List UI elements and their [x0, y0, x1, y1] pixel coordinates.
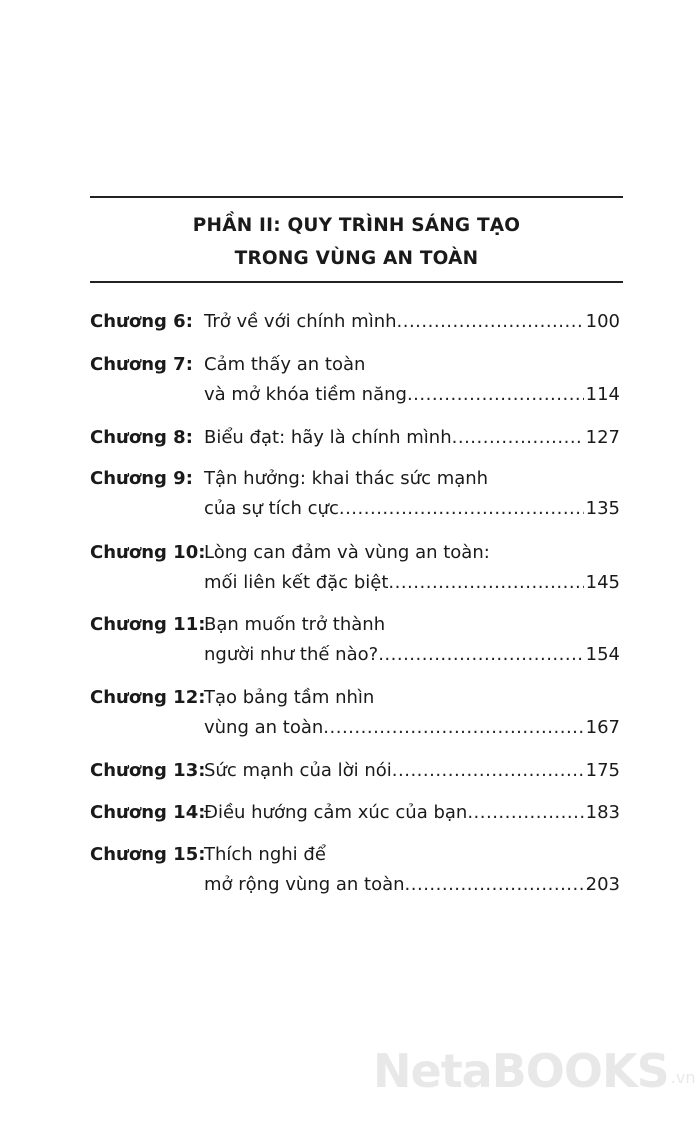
page-number: 154: [585, 644, 620, 665]
chapter-title-continued: mối liên kết đặc biệt: [204, 572, 389, 593]
dot-leader: [378, 640, 583, 670]
watermark-name: NetaBOOKS: [373, 1044, 669, 1098]
page-number: 167: [585, 717, 620, 738]
toc-entry-chapter-8: [90, 423, 620, 453]
toc-entry-chapter-10: [90, 538, 620, 598]
chapter-label: Chương 9:: [90, 468, 193, 489]
chapter-label: Chương 7:: [90, 354, 193, 375]
toc-entry-chapter-11: [90, 610, 620, 670]
dot-leader: [339, 494, 584, 524]
dot-leader: [452, 423, 584, 453]
dot-leader: [388, 568, 583, 598]
top-rule: [90, 196, 623, 198]
page-number: 135: [585, 498, 620, 519]
chapter-title: Tạo bảng tầm nhìn: [204, 687, 375, 708]
chapter-title-continued: của sự tích cực: [204, 498, 339, 519]
dot-leader: [407, 380, 584, 410]
chapter-title: Lòng can đảm và vùng an toàn:: [204, 542, 490, 563]
page-number: 127: [585, 427, 620, 448]
part-title: [90, 209, 623, 275]
chapter-title: Biểu đạt: hãy là chính mình: [204, 427, 452, 448]
toc-entry-chapter-14: [90, 798, 620, 828]
chapter-label: Chương 12:: [90, 687, 206, 708]
part-title-line-1: PHẦN II: QUY TRÌNH SÁNG TẠO: [192, 215, 521, 236]
dot-leader: [405, 870, 584, 900]
page-number: 175: [585, 760, 620, 781]
chapter-title: Tận hưởng: khai thác sức mạnh: [204, 468, 489, 489]
watermark-suffix: .vn: [670, 1068, 696, 1087]
toc-entry-chapter-7: [90, 350, 620, 410]
toc-entry-chapter-15: [90, 840, 620, 900]
chapter-title: Cảm thấy an toàn: [204, 354, 366, 375]
page-number: 114: [585, 384, 620, 405]
toc-entry-chapter-9: [90, 464, 620, 524]
chapter-title-continued: vùng an toàn: [204, 717, 324, 738]
dot-leader: [323, 713, 583, 743]
chapter-title-continued: người như thế nào?: [204, 644, 379, 665]
netabooks-watermark: [367, 1041, 696, 1101]
page-number: 203: [585, 874, 620, 895]
page-number: 145: [585, 572, 620, 593]
dot-leader: [397, 307, 584, 337]
chapter-label: Chương 11:: [90, 614, 206, 635]
chapter-title: Điều hướng cảm xúc của bạn: [204, 802, 468, 823]
chapter-label: Chương 13:: [90, 760, 206, 781]
bottom-rule: [90, 281, 623, 283]
dot-leader: [467, 798, 583, 828]
chapter-label: Chương 6:: [90, 311, 193, 332]
chapter-title-continued: và mở khóa tiềm năng: [204, 384, 407, 405]
chapter-title: Thích nghi để: [204, 844, 326, 865]
chapter-label: Chương 10:: [90, 542, 206, 563]
part-title-line-2: TRONG VÙNG AN TOÀN: [234, 248, 479, 269]
page-number: 100: [585, 311, 620, 332]
chapter-title-continued: mở rộng vùng an toàn: [204, 874, 405, 895]
page-number: 183: [585, 802, 620, 823]
chapter-label: Chương 15:: [90, 844, 206, 865]
toc-entry-chapter-13: [90, 756, 620, 786]
chapter-title: Sức mạnh của lời nói: [204, 760, 392, 781]
chapter-title: Trở về với chính mình: [204, 311, 397, 332]
dot-leader: [392, 756, 584, 786]
toc-entry-chapter-6: [90, 307, 620, 337]
chapter-label: Chương 14:: [90, 802, 206, 823]
toc-entry-chapter-12: [90, 683, 620, 743]
chapter-label: Chương 8:: [90, 427, 193, 448]
chapter-title: Bạn muốn trở thành: [204, 614, 386, 635]
